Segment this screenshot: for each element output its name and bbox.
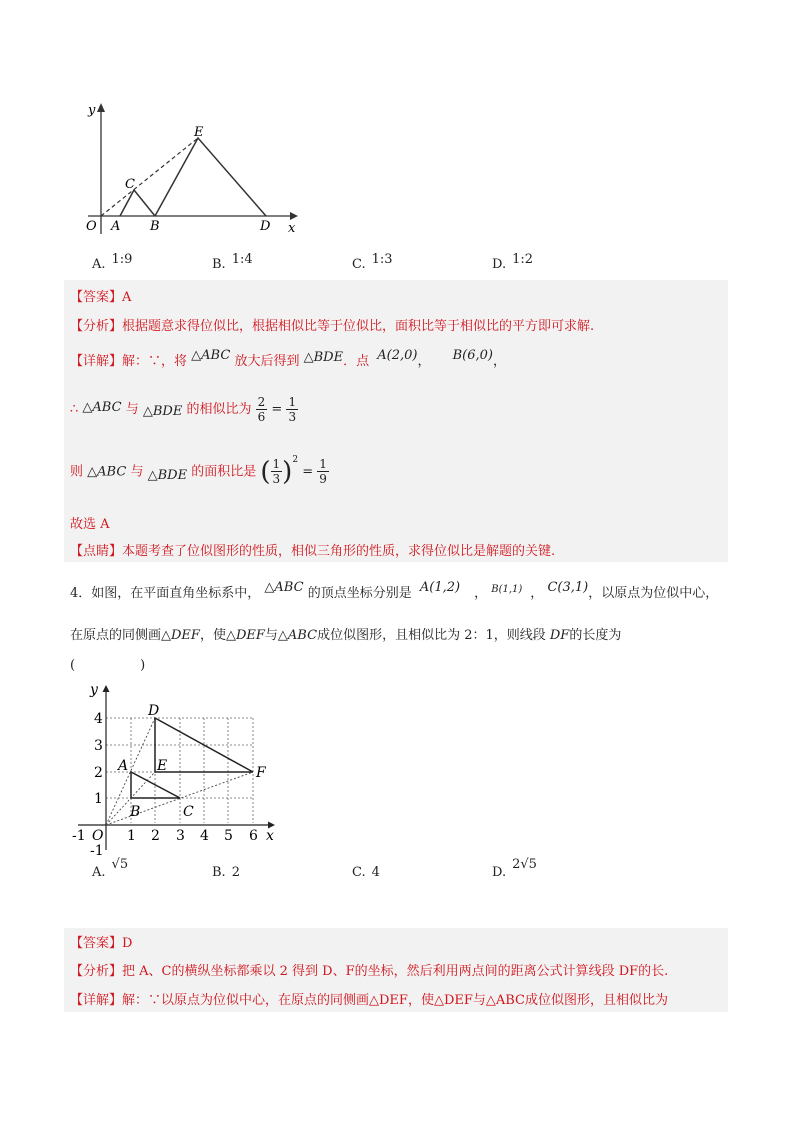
q3-area-line: 则 △ABC 与 △BDE 的面积比是 ( $\frac{1}{3}$ )$^2$ = $\frac{1}{9}$ bbox=[70, 455, 327, 487]
q4-option-c: C. 4 bbox=[352, 865, 380, 880]
q4-option-a: A.√5 bbox=[92, 857, 129, 880]
fig1-label-d: D bbox=[260, 219, 271, 234]
fig1-label-a: A bbox=[111, 219, 121, 234]
paren-close: ) bbox=[282, 456, 293, 487]
fig2-ytick-neg1: -1 bbox=[90, 843, 104, 858]
fig2-label-b: B bbox=[130, 804, 141, 820]
fig2-xtick-5: 5 bbox=[224, 828, 233, 844]
q4-answer-line: 【答案】D bbox=[70, 936, 133, 951]
fig1-label-b: B bbox=[150, 219, 160, 234]
fig2-xtick-2: 2 bbox=[151, 828, 160, 844]
fig2-ytick-1: 1 bbox=[94, 791, 103, 807]
ratio-fraction-2: $\frac{1}{3}$ bbox=[288, 395, 297, 424]
fig1-label-c: C bbox=[125, 177, 135, 192]
fig2-label-f: F bbox=[256, 765, 266, 781]
fig2-y-arrow bbox=[103, 685, 110, 692]
fig1-label-y: y bbox=[88, 103, 96, 118]
q4-stem-line-2: 在原点的同侧画△DEF，使△DEF与△ABC成位似图形，且相似比为 2：1，则线段 DF的长度为 bbox=[70, 628, 622, 643]
fig2-xtick-4: 4 bbox=[200, 828, 209, 844]
q3-detail-line: 【详解】解：∵，将 △ABC 放大后得到 △BDE．点 A(2,0)， B(6,0)， bbox=[70, 348, 506, 369]
q4-detail-line: 【详解】解：∵以原点为位似中心，在原点的同侧画△DEF，使△DEF与△ABC成位似图形，且相似比为 bbox=[70, 993, 669, 1008]
q3-option-b: B. 1:4 bbox=[212, 252, 253, 272]
fig1-y-arrow bbox=[97, 103, 105, 112]
q3-option-c: C. 1:3 bbox=[352, 252, 393, 272]
fig2-x-axis-label: x bbox=[266, 828, 274, 844]
fig1-triangle-bde bbox=[155, 138, 266, 216]
paren-open: ( bbox=[260, 456, 271, 487]
q3-ratio-line: ∴ △ABC 与 △BDE 的相似比为 $\frac{2}{6}$ = $\frac{1}{3}$ bbox=[70, 395, 297, 424]
fig2-xtick-3: 3 bbox=[176, 828, 185, 844]
q4-analysis-line: 【分析】把 A、C的横纵坐标都乘以 2 得到 D、F的坐标，然后利用两点间的距离公式计算线段 DF的长. bbox=[70, 964, 669, 979]
fig2-xtick-6: 6 bbox=[249, 828, 258, 844]
fig2-ytick-3: 3 bbox=[94, 738, 103, 754]
fig2-origin: O bbox=[92, 828, 104, 844]
figure-2 bbox=[68, 678, 284, 858]
fig1-dashed-line bbox=[101, 138, 198, 216]
q3-choose-line: 故选 A bbox=[70, 517, 110, 532]
ratio-fraction-1: $\frac{2}{6}$ bbox=[257, 395, 266, 424]
fig1-x-arrow bbox=[290, 212, 298, 220]
q3-option-d: D. 1:2 bbox=[492, 252, 534, 272]
fig2-label-a: A bbox=[118, 758, 129, 774]
fig2-label-c: C bbox=[183, 804, 194, 820]
fig2-xtick-neg1: -1 bbox=[72, 828, 86, 844]
fig2-label-d: D bbox=[148, 703, 160, 719]
fig2-ytick-2: 2 bbox=[94, 765, 103, 781]
q3-answer-line: 【答案】A bbox=[70, 290, 132, 305]
fig2-xtick-1: 1 bbox=[127, 828, 136, 844]
fig2-triangle-abc bbox=[131, 772, 180, 798]
fig1-triangle-abc bbox=[120, 190, 155, 216]
q4-option-b: B. 2 bbox=[212, 865, 240, 880]
fig2-ytick-4: 4 bbox=[94, 711, 103, 727]
area-fraction-base: $\frac{1}{3}$ bbox=[272, 457, 281, 487]
figure-1 bbox=[80, 98, 310, 238]
fig1-label-e: E bbox=[194, 125, 204, 140]
q3-option-a: A. 1:9 bbox=[92, 252, 133, 272]
q3-comment-line: 【点睛】本题考查了位似图形的性质，相似三角形的性质，求得位似比是解题的关键. bbox=[70, 544, 556, 559]
fig1-label-x: x bbox=[288, 221, 296, 236]
q3-analysis-line: 【分析】根据题意求得位似比，根据相似比等于位似比，面积比等于相似比的平方即可求解. bbox=[70, 319, 595, 334]
q4-stem-line-3: ( ) bbox=[70, 658, 146, 673]
area-fraction-result: $\frac{1}{9}$ bbox=[319, 457, 327, 487]
q4-option-d: D.2√5 bbox=[492, 857, 537, 880]
fig2-label-e: E bbox=[157, 758, 168, 774]
q4-stem-line-1: 4．如图，在平面直角坐标系中， △ABC 的顶点坐标分别是 A(1,2) ， $^{B(1,1)}$ ， C(3,1)，以原点为位似中心， bbox=[70, 580, 719, 601]
fig2-y-axis-label: y bbox=[90, 682, 98, 698]
fig1-label-o: O bbox=[86, 219, 97, 234]
